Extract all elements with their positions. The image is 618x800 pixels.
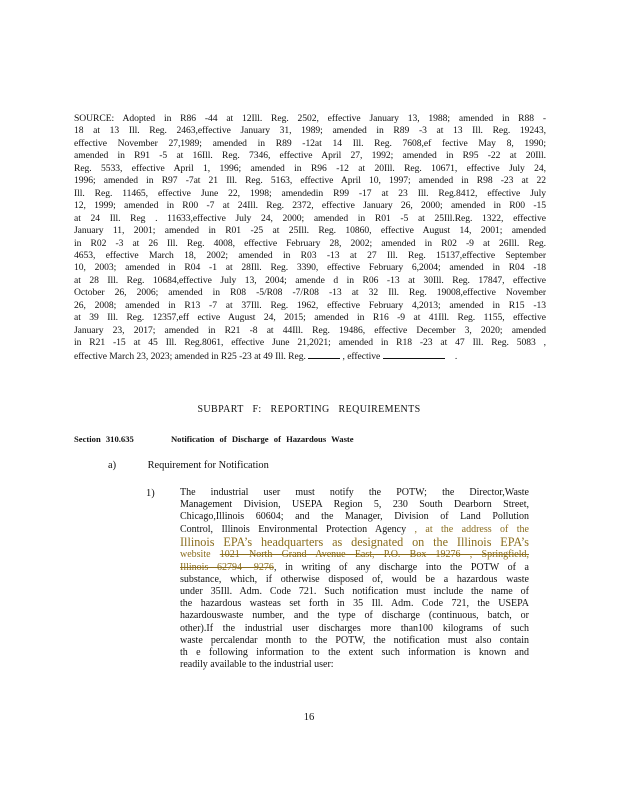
source-line: Ill. Reg. 11465, effective June 22, 1998; amendedin R99 -17 at 23 Ill. Reg.8412, effective July <box>74 187 546 199</box>
paragraph-line <box>180 524 529 536</box>
deleted-text: Illinois 62794 -9276 <box>180 561 274 573</box>
source-line: at 39 Ill. Reg. 12357,eff ective August 24, 2015; amended in R16 -9 at 41Ill. Reg. 1155, effective <box>74 312 546 324</box>
paragraph-line: th e following information to the extent such information is known and <box>180 646 529 658</box>
inserted-text: , at the address of the <box>414 523 529 535</box>
source-line: Reg. 5533, effective April 1, 1996; amended in R96 -12 at 20Ill. Reg. 10671, effective July 24, <box>74 162 546 174</box>
paragraph-line: the hazardous wasteas set forth in 35 Ill. Adm. Code 721, the USEPA <box>180 598 529 610</box>
paragraph-line: other).If the industrial user discharges more than100 kilograms of such <box>180 622 529 634</box>
subsection-a <box>108 460 269 471</box>
blank-line <box>383 350 445 359</box>
source-line: January 23, 2017; amended in R21 -8 at 44Ill. Reg. 19486, effective December 3, 2020; amended <box>74 324 546 336</box>
section-heading <box>74 434 354 444</box>
blank-line <box>308 350 340 359</box>
source-line: 1996; amended in R97 -7at 21 Ill. Reg. 5163, effective April 10, 1997; amended in R98 -23 at 22 <box>74 175 546 187</box>
page-number: 16 <box>303 712 315 723</box>
source-line: October 26, 2006; amended in R08 -5/R08 -7/R08 -13 at 32 Ill. Reg. 19008,effective November <box>74 287 546 299</box>
inserted-text-large: Illinois EPA’s headquarters as designated on the Illinois EPA’s <box>180 534 529 549</box>
paragraph-line: under 35Ill. Adm. Code 721. Such notification must include the name of <box>180 585 529 597</box>
source-line: January 11, 2001; amended in R01 -25 at 25Ill. Reg. 10860, effective August 14, 2001; amended <box>74 225 546 237</box>
source-line: in R02 -3 at 26 Ill. Reg. 4008, effective February 28, 2002; amended in R02 -9 at 26Ill. Reg. <box>74 237 546 249</box>
paragraph-line: hazardouswaste number, and the type of discharge (continuous, batch, or <box>180 610 529 622</box>
source-line: in R21 -15 at 45 Ill. Reg.8061, effective June 21,2021; amended in R18 -23 at 47 Ill. Reg. 5083 , <box>74 337 546 349</box>
source-text: , effective <box>342 350 381 362</box>
paragraph-1-body <box>180 487 529 671</box>
subsection-a-title: Requirement for Notification <box>147 460 269 471</box>
paragraph-line: Management Division, USEPA Region 5, 230 South Dearborn Street, <box>180 499 529 511</box>
source-line: 18 at 13 Ill. Reg. 2463,effective January 31, 1989; amended in R89 -3 at 13 Ill. Reg. 19243, <box>74 125 546 137</box>
source-note <box>74 113 546 363</box>
deleted-text: 1021 North Grand Avenue East, P.O. Box 19276 , Springfield, <box>219 549 530 561</box>
inserted-text: website <box>180 549 211 561</box>
source-line: 4653, effective March 18, 2002; amended in R03 -13 at 27 Ill. Reg. 15137,effective September <box>74 249 546 261</box>
source-line: effective November 27,1989; amended in R89 -12at 14 Ill. Reg. 7608,ef fective May 8, 1990; <box>74 137 546 149</box>
line-text: , in writing of any discharge into the POTW of a <box>273 561 529 573</box>
source-line: at 28 Ill. Reg. 10684,effective July 13, 2004; amende d in R06 -13 at 30Ill. Reg. 17847, effective <box>74 274 546 286</box>
paragraph-line: readily available to the industrial user: <box>180 659 334 671</box>
source-text: . <box>454 350 458 362</box>
paragraph-line: Chicago,Illinois 60604; and the Manager, Division of Land Pollution <box>180 511 529 523</box>
source-line: at 24 Ill. Reg . 11633,effective July 24, 2000; amended in R01 -5 at 25Ill.Reg. 1322, effective <box>74 212 546 224</box>
source-line: 10, 2003; amended in R04 -1 at 28Ill. Reg. 3390, effective February 6,2004; amended in R04 -18 <box>74 262 546 274</box>
source-line <box>74 350 546 363</box>
section-number: Section 310.635 <box>74 434 134 444</box>
section-title: Notification of Discharge of Hazardous Waste <box>170 434 354 444</box>
subpart-title: SUBPART F: REPORTING REQUIREMENTS <box>197 404 421 415</box>
source-line: 26, 2008; amended in R13 -7 at 37Ill. Reg. 1962, effective February 4,2013; amended in R15 -13 <box>74 299 546 311</box>
source-text: effective March 23, 2023; amended in R25 -23 at 49 Ill. Reg. <box>74 350 306 362</box>
line-text: Control, Illinois Environmental Protection Agency <box>180 523 407 535</box>
paragraph-line <box>180 549 529 561</box>
source-line: SOURCE: Adopted in R86 -44 at 12Ill. Reg. 2502, effective January 13, 1988; amended in R88 - <box>74 113 546 124</box>
subsection-a-label: a) <box>108 460 117 471</box>
paragraph-line: waste percalendar month to the POTW, the notification must also contain <box>180 634 529 646</box>
paragraph-line: The industrial user must notify the POTW; the Director,Waste <box>180 487 529 498</box>
source-line: amended in R91 -5 at 16Ill. Reg. 7346, effective April 27, 1992; amended in R95 -22 at 20Ill. <box>74 150 546 162</box>
paragraph-line <box>180 562 529 574</box>
paragraph-1-label: 1) <box>146 488 155 499</box>
paragraph-line: substance, which, if otherwise disposed of, would be a hazardous waste <box>180 573 529 585</box>
source-line: 12, 1999; amended in R00 -7 at 24Ill. Reg. 2372, effective January 26, 2000; amended in R00 -15 <box>74 200 546 212</box>
